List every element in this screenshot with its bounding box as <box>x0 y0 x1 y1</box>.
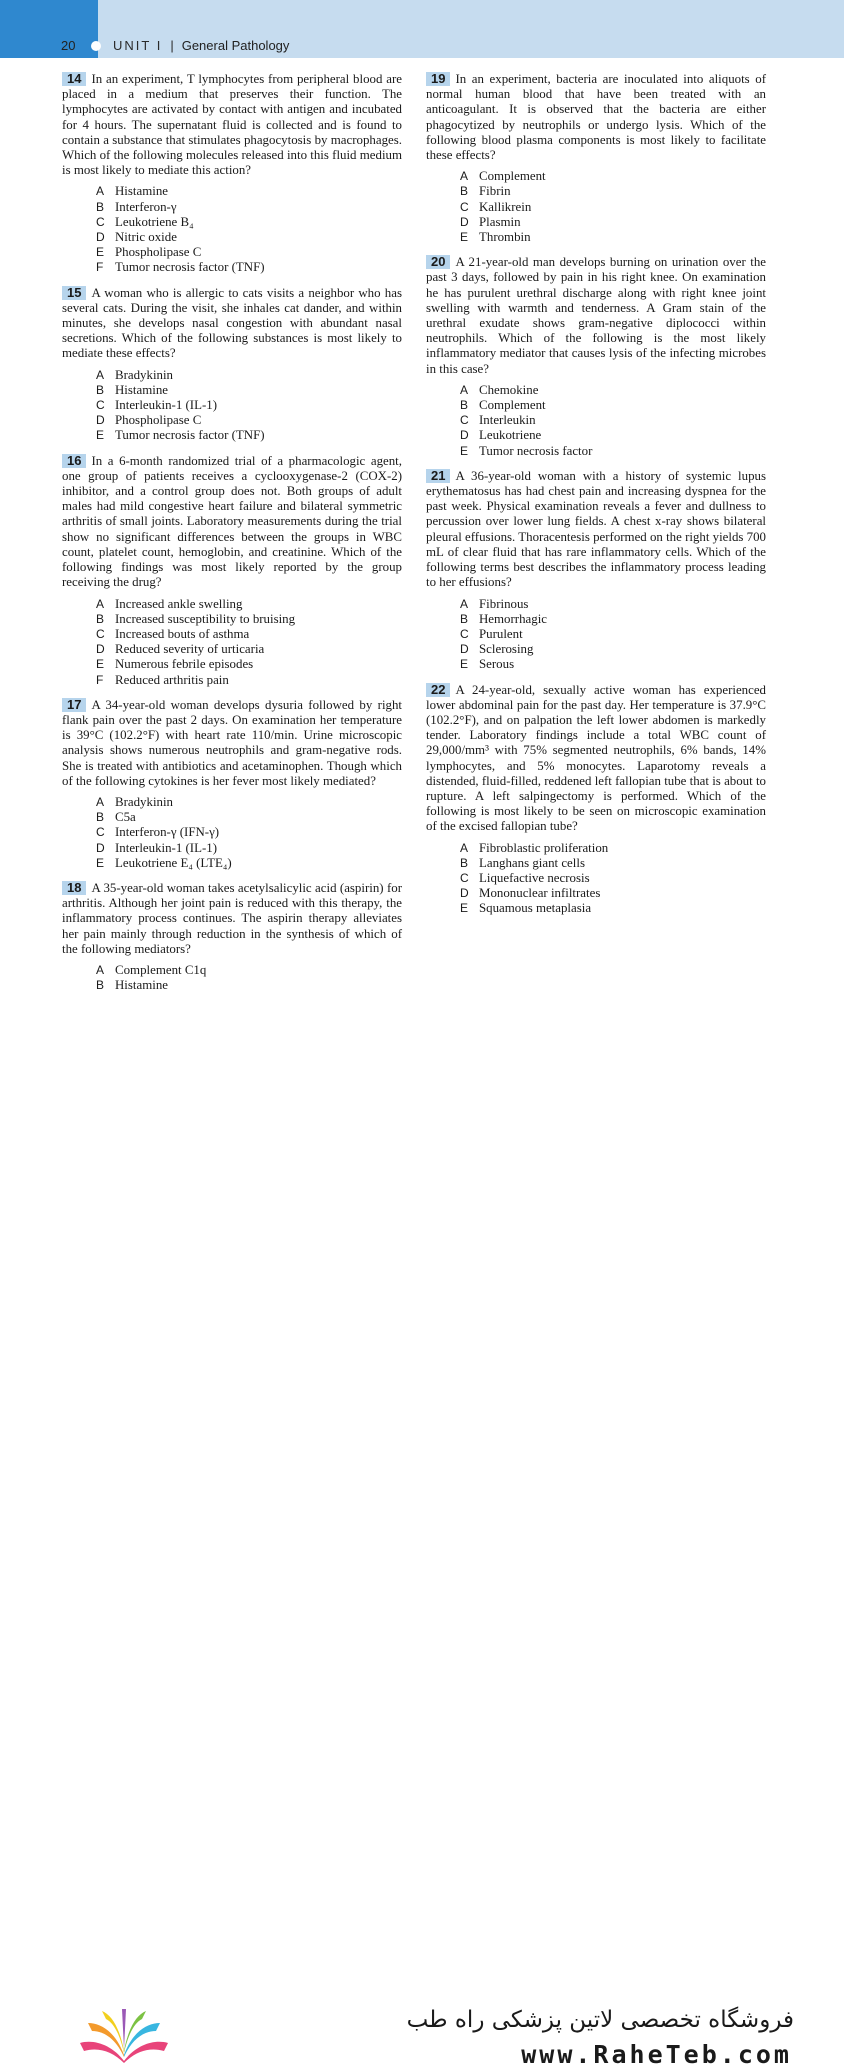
option-text: Complement <box>479 398 546 413</box>
answer-option[interactable] <box>62 413 402 428</box>
question-stem <box>426 683 766 835</box>
answer-option[interactable] <box>62 963 402 978</box>
option-text: Leukotriene E₄ (LTE₄) <box>115 855 232 870</box>
question-text: In a 6-month randomized trial of a pharmacologic agent, one group of patients receives a cyclooxygenase-2 (COX-2) inhibitor, and a control group does not. Both groups of adult males had mild congestive heart failure and bilateral symmetric arthritis of small joints. Laboratory measurements during the trial show no significant differences between the groups in WBC count, platelet count, hemoglobin, and creatinine. Which of the following findings was most likely reported by the group receiving the drug? <box>62 453 402 590</box>
answer-option[interactable] <box>62 184 402 199</box>
option-letter: B <box>460 184 469 199</box>
question-number-badge: 18 <box>62 881 86 895</box>
answer-option[interactable] <box>62 810 402 825</box>
right-column <box>426 72 766 927</box>
answer-option[interactable] <box>62 627 402 642</box>
question-number-badge: 17 <box>62 698 86 712</box>
question-stem <box>426 469 766 591</box>
answer-options <box>426 597 766 673</box>
question-stem <box>426 72 766 163</box>
unit-label: UNIT I <box>113 38 163 53</box>
option-letter: D <box>96 642 105 657</box>
left-column <box>62 72 402 1019</box>
answer-options <box>62 368 402 444</box>
question-number-badge: 15 <box>62 286 86 300</box>
answer-option[interactable] <box>62 215 402 230</box>
question-20 <box>426 255 766 459</box>
option-text: Chemokine <box>479 382 539 397</box>
option-letter: A <box>96 962 105 977</box>
option-letter: F <box>96 260 104 275</box>
option-letter: C <box>460 626 469 641</box>
answer-option[interactable] <box>62 612 402 627</box>
option-text: Bradykinin <box>115 367 174 382</box>
option-letter: C <box>96 825 105 840</box>
option-letter: B <box>96 199 105 214</box>
option-text: Leukotriene B₄ <box>115 214 194 229</box>
option-text: Tumor necrosis factor (TNF) <box>115 260 265 275</box>
answer-options <box>426 841 766 917</box>
answer-option[interactable] <box>62 398 402 413</box>
option-letter: D <box>460 886 469 901</box>
answer-options <box>62 597 402 688</box>
question-number-badge: 16 <box>62 454 86 468</box>
option-letter: A <box>96 184 105 199</box>
option-text: Leukotriene <box>479 428 542 443</box>
answer-option[interactable] <box>62 673 402 688</box>
option-letter: C <box>96 398 105 413</box>
answer-option[interactable] <box>62 200 402 215</box>
option-letter: C <box>96 214 105 229</box>
answer-option[interactable] <box>426 841 766 856</box>
question-text: A 35-year-old woman takes acetylsalicylic acid (aspirin) for arthritis. Although her joint pain is reduced with this therapy, the inflammatory process continues. The aspirin therapy alleviates her pain mainly through reduction in the synthesis of which of the following mediators? <box>62 880 402 956</box>
option-text: Fibrinous <box>479 596 529 611</box>
question-16 <box>62 454 402 688</box>
option-text: Interferon-γ (IFN-γ) <box>115 825 220 840</box>
option-text: Thrombin <box>479 230 531 245</box>
answer-option[interactable] <box>426 901 766 916</box>
page-number: 20 <box>61 38 76 53</box>
option-text: Fibrin <box>479 184 511 199</box>
question-number-badge: 22 <box>426 683 450 697</box>
question-number-badge: 20 <box>426 255 450 269</box>
option-text: C5a <box>115 810 136 825</box>
option-letter: E <box>460 901 469 916</box>
question-stem <box>426 255 766 377</box>
option-letter: E <box>460 443 469 458</box>
option-letter: E <box>96 657 105 672</box>
option-text: Liquefactive necrosis <box>479 870 590 885</box>
answer-option[interactable] <box>62 825 402 840</box>
option-letter: B <box>96 611 105 626</box>
question-21 <box>426 469 766 673</box>
option-letter: E <box>96 855 105 870</box>
question-text: A 34-year-old woman develops dysuria followed by right flank pain over the past 2 days. On examination her temperature is 39°C (102.2°F) with heart rate 110/min. Urine microscopic analysis shows numerous neutrophils and gram-negative rods. She is treated with antibiotics and acetaminophen. Though which of the following cytokines is her fever most likely mediated? <box>62 697 402 788</box>
question-15 <box>62 286 402 444</box>
store-name: فروشگاه تخصصی لاتین پزشکی راه طب <box>406 2007 794 2033</box>
answer-option[interactable] <box>426 184 766 199</box>
header-separator: | <box>170 38 174 53</box>
answer-option[interactable] <box>62 597 402 612</box>
option-text: Fibroblastic proliferation <box>479 840 609 855</box>
chapter-title: General Pathology <box>181 38 290 53</box>
answer-option[interactable] <box>426 200 766 215</box>
option-letter: A <box>96 367 105 382</box>
option-letter: B <box>460 611 469 626</box>
option-letter: A <box>460 169 469 184</box>
option-text: Phospholipase C <box>115 413 202 428</box>
question-text: A 24-year-old, sexually active woman has experienced lower abdominal pain for the past day. Her temperature is 37.9°C (102.2°F), and on palpation the left lower abdomen is markedly tender. Laboratory findings include a total WBC count of 29,000/mm³ with 75% segmented neutrophils, 6% bands, 14% lymphocytes, and 5% monocytes. Laparotomy reveals a distended, fluid-filled, reddened left fallopian tube that is about to rupture. A left salpingectomy is performed. Which of the following is most likely to be seen on microscopic examination of the excised fallopian tube? <box>426 682 766 834</box>
option-letter: C <box>460 413 469 428</box>
answer-option[interactable] <box>426 398 766 413</box>
option-letter: C <box>460 870 469 885</box>
option-text: Phospholipase C <box>115 245 202 260</box>
option-letter: B <box>96 978 105 993</box>
answer-option[interactable] <box>426 413 766 428</box>
option-text: Sclerosing <box>479 642 534 657</box>
option-text: Interleukin-1 (IL-1) <box>115 398 218 413</box>
option-text: Plasmin <box>479 214 521 229</box>
option-letter: B <box>96 382 105 397</box>
footer <box>0 995 844 2069</box>
bullet-dot-icon <box>91 41 101 51</box>
option-text: Interleukin <box>479 413 536 428</box>
option-letter: C <box>96 626 105 641</box>
option-text: Serous <box>479 657 515 672</box>
option-letter: E <box>96 245 105 260</box>
option-text: Complement C1q <box>115 962 207 977</box>
question-17 <box>62 698 402 871</box>
option-text: Tumor necrosis factor (TNF) <box>115 428 265 443</box>
answer-option[interactable] <box>426 627 766 642</box>
answer-option[interactable] <box>62 841 402 856</box>
question-stem <box>62 698 402 789</box>
answer-option[interactable] <box>62 657 402 672</box>
option-letter: D <box>460 642 469 657</box>
answer-options <box>426 169 766 245</box>
option-letter: B <box>460 398 469 413</box>
option-letter: F <box>96 672 104 687</box>
option-text: Mononuclear infiltrates <box>479 886 601 901</box>
option-letter: E <box>460 230 469 245</box>
answer-option[interactable] <box>426 428 766 443</box>
question-stem <box>62 72 402 178</box>
question-text: In an experiment, bacteria are inoculated into aliquots of normal human blood that have been treated with an anticoagulant. It is observed that the bacteria are either phagocytized by neutrophils or undergo lysis. Which of the following blood plasma components is most likely to facilitate these effects? <box>426 72 766 163</box>
option-text: Nitric oxide <box>115 230 177 245</box>
option-text: Hemorrhagic <box>479 611 548 626</box>
question-number-badge: 21 <box>426 469 450 483</box>
answer-option[interactable] <box>426 856 766 871</box>
option-text: Numerous febrile episodes <box>115 657 254 672</box>
answer-option[interactable] <box>426 886 766 901</box>
option-letter: E <box>96 428 105 443</box>
answer-options <box>62 795 402 871</box>
option-text: Histamine <box>115 382 168 397</box>
option-text: Langhans giant cells <box>479 855 585 870</box>
option-letter: B <box>96 810 105 825</box>
option-text: Increased susceptibility to bruising <box>115 611 296 626</box>
question-text: A 36-year-old woman with a history of systemic lupus erythematosus has had chest pain and increasing dyspnea for the past week. Physical examination reveals a fever and dullness to percussion over lower lung fields. A chest x-ray shows bilateral pleural effusions. Thoracentesis performed on the right yields 700 mL of clear fluid that has rare inflammatory cells. Which of the following terms best describes the inflammatory process leading to her effusions? <box>426 468 766 590</box>
option-text: Histamine <box>115 978 168 993</box>
option-text: Interleukin-1 (IL-1) <box>115 840 218 855</box>
answer-option[interactable] <box>426 230 766 245</box>
option-text: Complement <box>479 169 546 184</box>
answer-option[interactable] <box>426 383 766 398</box>
option-text: Interferon-γ <box>115 199 177 214</box>
option-letter: D <box>96 840 105 855</box>
answer-option[interactable] <box>62 856 402 871</box>
question-stem <box>62 881 402 957</box>
option-letter: D <box>96 413 105 428</box>
question-14 <box>62 72 402 276</box>
option-letter: A <box>460 596 469 611</box>
option-letter: B <box>460 855 469 870</box>
question-text: A 21-year-old man develops burning on urination over the past 3 days, followed by pain in his right knee. On examination he has purulent urethral discharge along with right knee joint swelling with warmth and tenderness. A Gram stain of the urethral exudate shows gram-negative diplococci within neutrophils. Which of the following is the most likely inflammatory mediator that causes lysis of the infecting microbes in this case? <box>426 255 766 376</box>
question-stem <box>62 454 402 591</box>
answer-option[interactable] <box>426 215 766 230</box>
answer-option[interactable] <box>62 642 402 657</box>
store-url[interactable]: www.RaheTeb.com <box>521 2040 792 2069</box>
option-text: Bradykinin <box>115 794 174 809</box>
answer-option[interactable] <box>426 657 766 672</box>
answer-option[interactable] <box>62 260 402 275</box>
option-text: Increased bouts of asthma <box>115 626 250 641</box>
answer-option[interactable] <box>426 642 766 657</box>
option-text: Increased ankle swelling <box>115 596 243 611</box>
answer-option[interactable] <box>62 795 402 810</box>
open-book-logo-icon <box>74 2005 174 2067</box>
answer-option[interactable] <box>426 444 766 459</box>
question-text: A woman who is allergic to cats visits a neighbor who has several cats. During the visit, she inhales cat dander, and within minutes, she develops nasal congestion with abundant nasal secretions. Which of the following substances is most likely to mediate these effects? <box>62 285 402 361</box>
answer-options <box>426 383 766 459</box>
option-letter: E <box>460 657 469 672</box>
option-letter: D <box>460 428 469 443</box>
answer-option[interactable] <box>426 612 766 627</box>
answer-option[interactable] <box>426 597 766 612</box>
answer-options <box>62 184 402 275</box>
option-text: Purulent <box>479 626 523 641</box>
question-number-badge: 14 <box>62 72 86 86</box>
running-header <box>61 38 289 53</box>
option-letter: D <box>96 230 105 245</box>
option-letter: A <box>96 596 105 611</box>
answer-option[interactable] <box>62 383 402 398</box>
answer-option[interactable] <box>62 230 402 245</box>
question-22 <box>426 683 766 917</box>
option-text: Tumor necrosis factor <box>479 443 593 458</box>
answer-option[interactable] <box>62 368 402 383</box>
question-19 <box>426 72 766 245</box>
answer-option[interactable] <box>62 245 402 260</box>
option-letter: A <box>96 794 105 809</box>
answer-option[interactable] <box>62 428 402 443</box>
option-letter: A <box>460 382 469 397</box>
option-text: Kallikrein <box>479 199 532 214</box>
option-letter: C <box>460 199 469 214</box>
option-text: Histamine <box>115 184 168 199</box>
option-text: Reduced severity of urticaria <box>115 642 265 657</box>
option-letter: D <box>460 214 469 229</box>
answer-option[interactable] <box>426 169 766 184</box>
question-18 <box>62 881 402 1009</box>
question-text: In an experiment, T lymphocytes from peripheral blood are placed in a medium that preserves their function. The lymphocytes are activated by contact with antigen and incubated for 4 hours. The supernatant fluid is collected and is found to contain a substance that stimulates phagocytosis by macrophages. Which of the following molecules released into this fluid medium is most likely to mediate this action? <box>62 72 402 178</box>
answer-option[interactable] <box>426 871 766 886</box>
option-text: Squamous metaplasia <box>479 901 592 916</box>
question-stem <box>62 286 402 362</box>
option-letter: A <box>460 840 469 855</box>
option-text: Reduced arthritis pain <box>115 672 229 687</box>
question-number-badge: 19 <box>426 72 450 86</box>
